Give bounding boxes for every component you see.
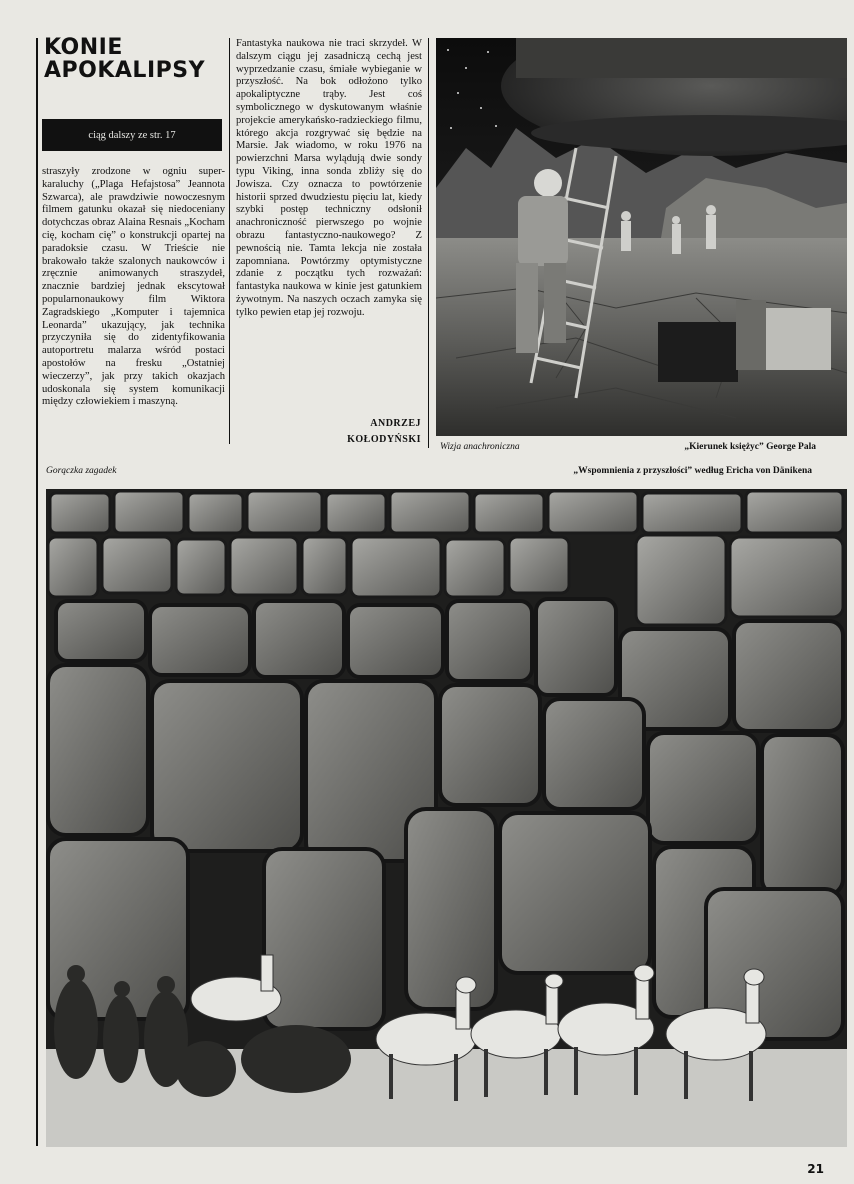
inca-wall-photo [46,489,847,1147]
caption-top-left: Wizja anachroniczna [440,442,520,452]
caption-top-right-title: „Kierunek księżyc” [684,442,764,452]
page-number: 21 [807,1162,824,1176]
moon-scene-illustration [436,38,847,436]
title-line-1: KONIE [44,35,123,60]
text-column-2: Fantastyka naukowa nie traci skrzydeł. W dalszym ciągu jej zasadniczą cechą jest wyprzedzanie czasu, śmiałe wybieganie w przyszłość. Na bok odłożono tylko apokaliptyczne trąby. Jest coś symbolicznego w dyskutowanym właśnie projekcie amerykańsko-radzieckiego filmu, którego akcja rozgrywać się będzie na Marsie. Jak wiadomo, w roku 1976 na powierzchni Marsa wylądują dwie sondy typu Viking, inna sonda zbliży się do Jowisza. Czy oznacza to powtórzenie historii sprzed dwudziestu pięciu lat, kiedy szybki postęp techniczny odsłonił anachroniczność pierwszego po wojnie obrazu fantastyczno-naukowego? Z pewnością nie. Tamta lekcja nie została zapomniana. Powtórzmy optymistyczne zdanie z początku tych rozważań: fantastyka naukowa w kinie jest gatunkiem żywotnym. Na naszych oczach zamyka się tylko pewien etap jej rozwoju. [236,38,422,318]
author-byline [300,416,421,448]
caption-top-right [684,442,816,452]
inca-wall-illustration [46,489,847,1147]
column-divider-2 [428,38,429,448]
title-line-2: APOKALIPSY [44,58,206,83]
caption-bottom-right [573,466,812,476]
column-divider-1 [229,38,230,444]
continuation-banner: ciąg dalszy ze str. 17 [42,119,222,151]
caption-bottom-left: Gorączka zagadek [46,466,117,476]
caption-bottom-right-rest: według Ericha von Dänikena [694,466,812,476]
article-title [44,36,229,82]
caption-bottom-right-title: „Wspomnienia z przyszłości” [573,466,693,476]
left-margin-rule [36,38,38,1146]
text-column-1: straszyły zrodzone w ogniu super-karaluchy („Plaga Hefajstosa” Jeannota Szwarca), ale prawdziwie nowoczesnym filmem gatunku okazał się niedoceniany dotychczas obraz Alaina Resnais „Kocham cię, kocham cię” o konstrukcji opartej na paradoksie czasu. W Trieście nie brakowało także szalonych naukowców i zręcznie animowanych straszydeł, znacznie bardziej jednak ekscytował popularnonaukowy film Wiktora Zagradskiego „Komputer i tajemnica Leonarda” ukazujący, jak technika przyczyniła się do zidentyfikowania autoportretu malarza wśród postaci apostołów na fresku „Ostatniej wieczerzy”, jak przy takich okazjach udoskonala się system komunikacji między człowiekiem i maszyną. [42,166,225,408]
author-last-name: KOŁODYŃSKI [347,434,421,445]
author-first-name: ANDRZEJ [370,418,421,429]
caption-top-right-author: George Pala [766,442,816,452]
moon-scene-photo [436,38,847,436]
